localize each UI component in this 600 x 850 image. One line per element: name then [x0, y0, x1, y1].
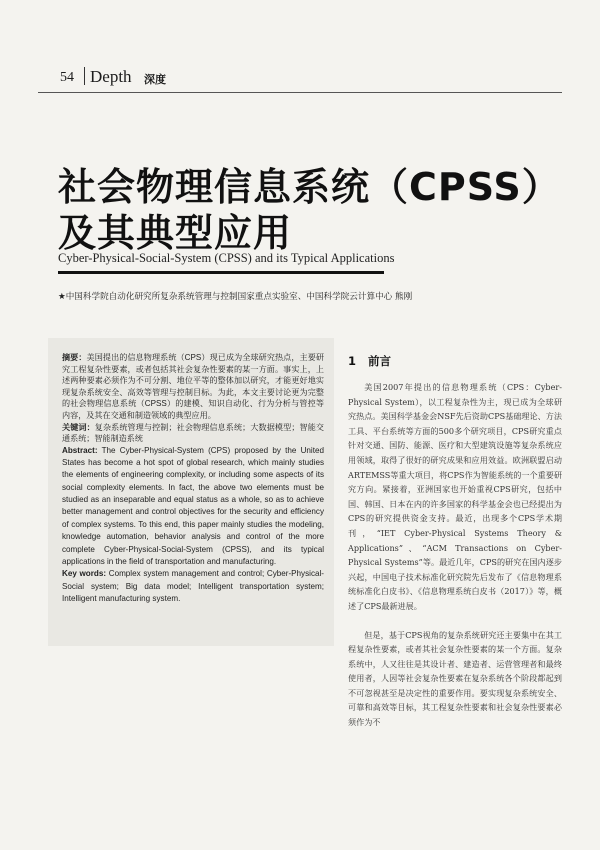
abstract-cn	[62, 352, 324, 422]
article-title-en: Cyber-Physical-Social-System (CPSS) and its Typical Applications	[58, 251, 395, 265]
abstract-en-label: Abstract:	[62, 445, 98, 455]
body-paragraph-2: 但是，基于CPS视角的复杂系统研究还主要集中在其工程复杂性要素，或者其社会复杂性要素的某一个方面。复杂系统中，人又往往是其设计者、建造者、运营管理者和最终使用者，人因等社会复杂性要素在复杂系统各个阶段都起到不可忽视甚至是决定性的重要作用。要实现复杂系统安全、可靠和高效等目标，其工程复杂性要素和社会复杂性要素必须作为不	[348, 629, 562, 728]
article-title-cn	[58, 164, 578, 256]
abstract-en	[62, 445, 324, 568]
page-number: 54	[60, 70, 74, 85]
section-name-cn: 深度	[144, 73, 166, 86]
keywords-en-text: Complex system management and control; Cyber-Physical-Social system; Big data model; Intelligent transportation system; Intelligent manufacturing system.	[62, 569, 324, 603]
body-paragraph-1: 美国2007年提出的信息物理系统（CPS：Cyber-Physical System），以工程复杂性为主，现已成为全球研究热点。美国科学基金会NSF先后资助CPS基础理论、方法工具、平台系统等方面的500多个研究项目，CPS研究重点针对交通、国防、能源、医疗和大型建筑设施等复杂系统应用领域，取得了很好的研究成果和应用效益。欧洲联盟启动ARTEMSS等重大项目，将CPS作为智能系统的一个重要研究方向。紧接着，亚洲国家也开始重视CPS研究，包括中国、韩国、日本在内的许多国家的科学基金会也已经提出为CPS的研究提供资金支持。最近，出现多个CPS学术期刊，“IET Cyber-Physical Systems Theory & Applications”、“ACM Transactions on Cyber-Physical Systems”等。最近几年，CPS的研究在国内逐步兴起，中国电子技术标准化研究院先后发布了《信息物理系统标准化白皮书》、《信息物理系统白皮书（2017）》等，概述了CPS最新进展。	[348, 382, 562, 611]
article-title-line-2: 及其典型应用	[58, 211, 293, 255]
abstract-cn-label: 摘要：	[62, 353, 87, 362]
abstract-cn-text: 美国提出的信息物理系统（CPS）现已成为全球研究热点，主要研究工程复杂性要素，或者包括其社会复杂性要素的某一方面。事实上，上述两种要素必须作为不可分割、地位平等的整体加以研究，才能更好地实现复杂系统安全、高效等管理与控制目标。为此，本文主要讨论更为完整的社会物理信息系统（CPSS）的建模、知识自动化、行为分析与管控等内容，及其在交通和制造领域的典型应用。	[62, 353, 324, 420]
header-rule	[38, 92, 562, 93]
abstract-box	[48, 338, 334, 646]
author-affiliation: ★中国科学院自动化研究所复杂系统管理与控制国家重点实验室、中国科学院云计算中心 熊刚	[58, 292, 413, 302]
title-rule	[58, 271, 384, 274]
keywords-en	[62, 568, 324, 605]
section-number: 1	[348, 354, 357, 368]
body-column	[348, 380, 562, 730]
section-heading	[348, 353, 391, 369]
abstract-content	[62, 352, 324, 605]
section-name-en: Depth	[90, 67, 132, 86]
article-title-line-1: 社会物理信息系统（CPSS）	[58, 165, 561, 209]
section-title: 前言	[368, 354, 392, 368]
keywords-en-label: Key words:	[62, 569, 107, 579]
keywords-cn	[62, 422, 324, 445]
header-divider	[84, 67, 85, 85]
abstract-en-text: The Cyber-Physical-System (CPS) proposed by the United States has become a hot spot of global research, which mainly studies the elements of engineering complexity, or including some aspects of its social complexity elements. In fact, the above two elements must be studied as an inseparable and equal status as a whole, so as to achieve better management and control objectives for the security and efficiency of complex systems. To this end, this paper mainly studies the modeling, knowledge automation, behavior analysis and control of the more complete Cyber-Physical-Social-System (CPSS), and its typical applications in the field of transportation and manufacturing.	[62, 445, 324, 566]
keywords-cn-label: 关键词：	[62, 422, 95, 432]
keywords-cn-text: 复杂系统管理与控制；社会物理信息系统；大数据模型；智能交通系统；智能制造系统	[62, 422, 324, 444]
running-header	[38, 66, 562, 92]
